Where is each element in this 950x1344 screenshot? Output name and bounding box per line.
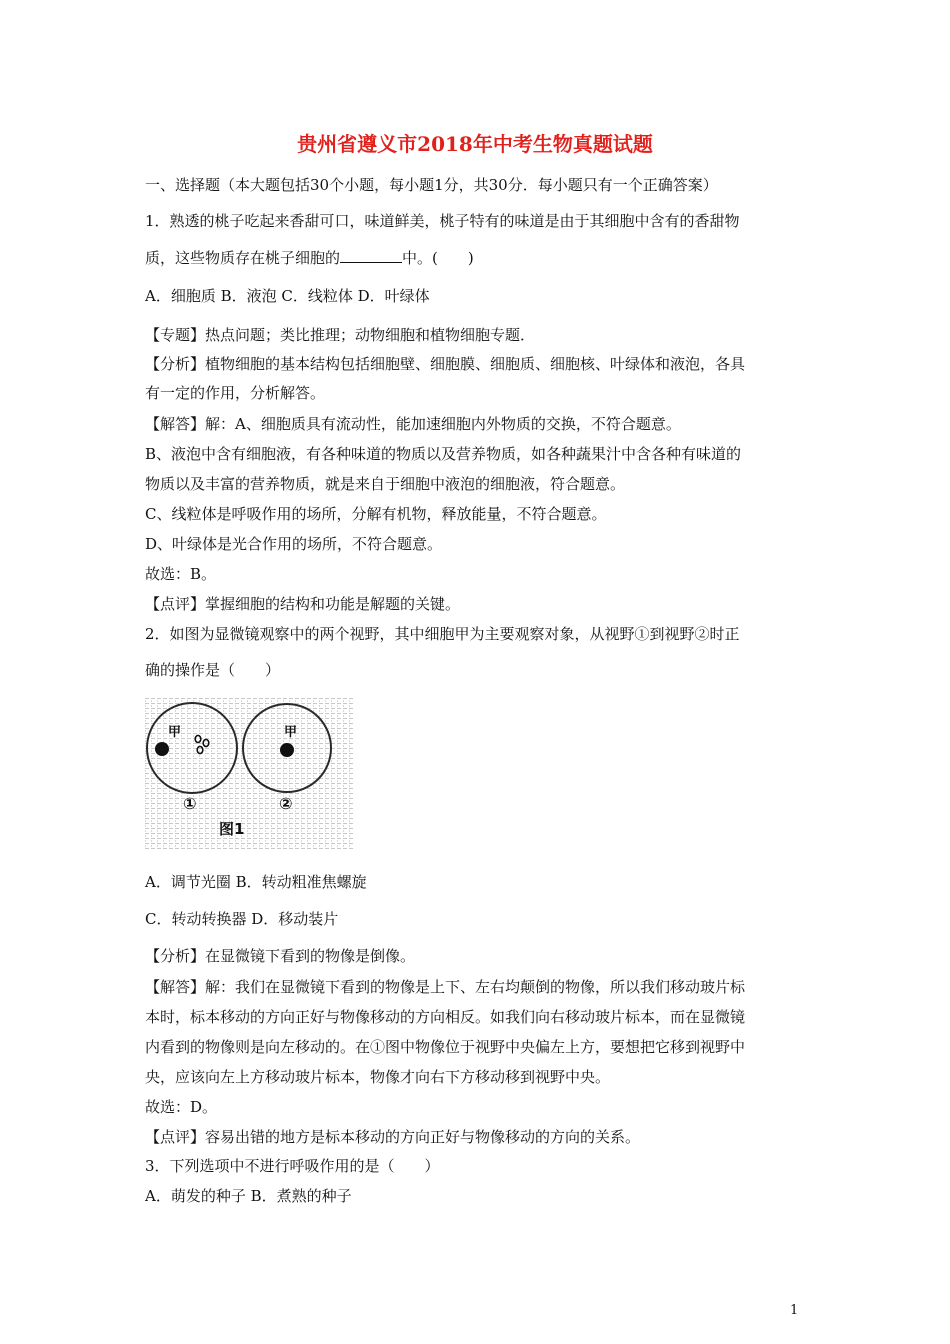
q1-stem-line2 <box>145 248 474 268</box>
q2-options-line2: C．转动转换器 D．移动装片 <box>145 910 339 928</box>
q1-answer-line3: 物质以及丰富的营养物质，就是来自于细胞中液泡的细胞液，符合题意。 <box>145 475 626 493</box>
view-label-1: ① <box>183 794 197 813</box>
q3-stem: 3．下列选项中不进行呼吸作用的是（ ） <box>145 1157 440 1175</box>
q2-choice: 故选：D。 <box>145 1098 218 1116</box>
q1-stem-after-blank: 中。( ) <box>402 249 474 267</box>
page-number: 1 <box>790 1303 799 1318</box>
q2-answer-line4: 央，应该向左上方移动玻片标本，物像才向右下方移动移到视野中央。 <box>145 1068 611 1086</box>
view-label-2: ② <box>279 794 293 813</box>
q1-stem-before-blank: 质，这些物质存在桃子细胞的 <box>145 249 341 267</box>
q1-answer-line5: D、叶绿体是光合作用的场所，不符合题意。 <box>145 535 443 553</box>
q1-answer-line2: B、液泡中含有细胞液，有各种味道的物质以及营养物质，如各种蔬果汁中含各种有味道的 <box>145 445 742 463</box>
q1-analysis-line2: 有一定的作用，分析解答。 <box>145 384 326 402</box>
q1-answer-blank <box>340 248 402 263</box>
cell-label-2: 甲 <box>284 725 298 740</box>
q1-choice: 故选：B。 <box>145 565 217 583</box>
microscope-figure-svg <box>145 698 353 850</box>
cell-jia-1 <box>155 742 169 756</box>
q2-comment: 【点评】容易出错的地方是标本移动的方向正好与物像移动的方向的关系。 <box>145 1128 641 1146</box>
q3-options-line1: A．萌发的种子 B．煮熟的种子 <box>145 1187 352 1205</box>
q1-answer-line1: 【解答】解：A、细胞质具有流动性，能加速细胞内外物质的交换，不符合题意。 <box>145 415 681 433</box>
q1-analysis-line1: 【分析】植物细胞的基本结构包括细胞壁、细胞膜、细胞质、细胞核、叶绿体和液泡，各具 <box>145 355 746 373</box>
section-heading: 一、选择题（本大题包括30个小题，每小题1分，共30分．每小题只有一个正确答案） <box>145 176 718 194</box>
q2-answer-line3: 内看到的物像则是向左移动的。在①图中物像位于视野中央偏左上方，要想把它移到视野中 <box>145 1038 746 1056</box>
figure-caption: 图1 <box>219 820 245 838</box>
q1-comment: 【点评】掌握细胞的结构和功能是解题的关键。 <box>145 595 461 613</box>
q2-analysis: 【分析】在显微镜下看到的物像是倒像。 <box>145 947 416 965</box>
cell-label-1: 甲 <box>168 725 182 740</box>
q1-answer-line4: C、线粒体是呼吸作用的场所，分解有机物，释放能量，不符合题意。 <box>145 505 607 523</box>
q2-answer-line2: 本时，标本移动的方向正好与物像移动的方向相反。如我们向右移动玻片标本，而在显微镜 <box>145 1008 746 1026</box>
microscope-figure <box>145 698 353 850</box>
q2-stem-line2: 确的操作是（ ） <box>145 661 281 679</box>
q1-stem-line1: 1．熟透的桃子吃起来香甜可口，味道鲜美，桃子特有的味道是由于其细胞中含有的香甜物 <box>145 212 740 230</box>
page-title: 贵州省遵义市2018年中考生物真题试题 <box>297 132 653 156</box>
q1-options: A．细胞质 B．液泡 C．线粒体 D．叶绿体 <box>145 287 430 305</box>
q2-answer-line1: 【解答】解：我们在显微镜下看到的物像是上下、左右均颠倒的物像，所以我们移动玻片标 <box>145 978 746 996</box>
q2-options-line1: A．调节光圈 B．转动粗准焦螺旋 <box>145 873 367 891</box>
q2-stem-line1: 2．如图为显微镜观察中的两个视野，其中细胞甲为主要观察对象，从视野①到视野②时正 <box>145 625 740 643</box>
cell-jia-2 <box>280 743 294 757</box>
q1-topic: 【专题】热点问题；类比推理；动物细胞和植物细胞专题． <box>145 326 536 344</box>
